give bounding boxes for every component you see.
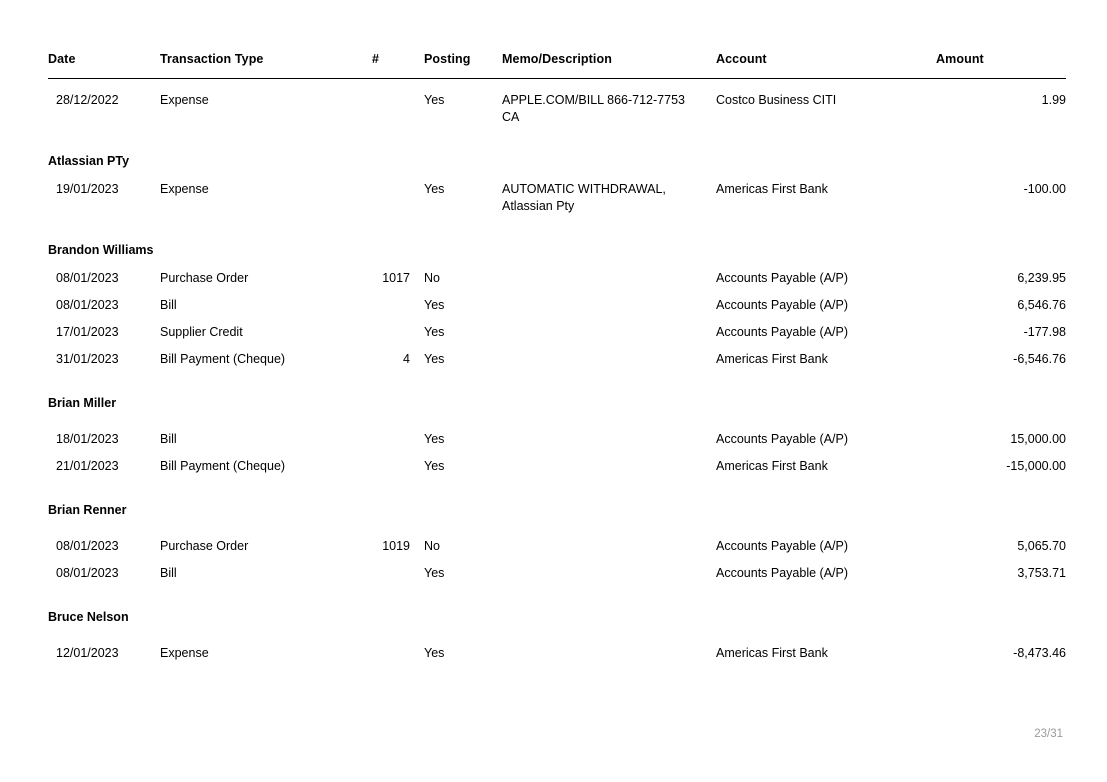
report-body [48, 52, 1066, 667]
cell-memo [502, 319, 716, 346]
cell-amount: 1.99 [1041, 93, 1066, 107]
cell-account: Accounts Payable (A/P) [716, 271, 849, 285]
cell-amount: -177.98 [1023, 325, 1066, 339]
table-row[interactable] [48, 292, 1066, 319]
cell-date: 12/01/2023 [56, 646, 119, 660]
cell-posting: Yes [424, 352, 445, 366]
group-name: Brandon Williams [48, 243, 154, 257]
cell-memo [502, 426, 716, 453]
cell-amount: -8,473.46 [1013, 646, 1066, 660]
cell-transaction-type: Expense [160, 646, 209, 660]
table-row[interactable] [48, 560, 1066, 587]
cell-memo [502, 560, 716, 587]
cell-date: 28/12/2022 [56, 93, 119, 107]
memo-line-2: Atlassian Pty [502, 199, 575, 213]
cell-amount: 6,239.95 [1017, 271, 1066, 285]
group-name: Atlassian PTy [48, 154, 130, 168]
cell-account: Accounts Payable (A/P) [716, 539, 849, 553]
cell-amount: -15,000.00 [1006, 459, 1066, 473]
cell-transaction-type: Expense [160, 182, 209, 196]
table-row[interactable] [48, 176, 1066, 220]
cell-transaction-type: Bill [160, 566, 177, 580]
cell-amount: 3,753.71 [1017, 566, 1066, 580]
cell-number [372, 640, 424, 667]
cell-memo [502, 292, 716, 319]
cell-date: 08/01/2023 [56, 298, 119, 312]
cell-transaction-type: Bill [160, 298, 177, 312]
cell-date: 08/01/2023 [56, 271, 119, 285]
transactions-table [48, 52, 1066, 667]
table-row[interactable] [48, 640, 1066, 667]
column-header-memo: Memo/Description [502, 52, 716, 79]
table-body [48, 79, 1066, 668]
cell-number [372, 87, 424, 131]
page-right-margin [1101, 0, 1107, 782]
group-header-row [48, 373, 1066, 418]
spacer [48, 418, 1066, 426]
cell-transaction-type: Purchase Order [160, 539, 249, 553]
column-header-date: Date [48, 52, 160, 79]
cell-number [372, 176, 424, 220]
cell-posting: Yes [424, 432, 445, 446]
spacer [48, 79, 1066, 88]
cell-amount: 5,065.70 [1017, 539, 1066, 553]
cell-memo [502, 533, 716, 560]
group-name: Brian Renner [48, 503, 127, 517]
cell-account: Accounts Payable (A/P) [716, 298, 849, 312]
column-header-posting: Posting [424, 52, 502, 79]
cell-posting: No [424, 271, 440, 285]
cell-date: 19/01/2023 [56, 182, 119, 196]
memo-line-1: AUTOMATIC WITHDRAWAL, [502, 182, 666, 196]
table-row[interactable] [48, 265, 1066, 292]
cell-date: 21/01/2023 [56, 459, 119, 473]
column-header-amount: Amount [936, 52, 1066, 79]
cell-posting: Yes [424, 646, 445, 660]
cell-account: Americas First Bank [716, 182, 828, 196]
cell-posting: Yes [424, 182, 445, 196]
cell-date: 17/01/2023 [56, 325, 119, 339]
group-name: Bruce Nelson [48, 610, 129, 624]
table-header [48, 52, 1066, 79]
table-row[interactable] [48, 346, 1066, 373]
column-header-number: # [372, 52, 424, 79]
cell-date: 18/01/2023 [56, 432, 119, 446]
cell-date: 08/01/2023 [56, 539, 119, 553]
cell-transaction-type: Bill [160, 432, 177, 446]
cell-memo [502, 87, 716, 131]
cell-transaction-type: Bill Payment (Cheque) [160, 459, 286, 473]
table-row[interactable] [48, 87, 1066, 131]
cell-memo [502, 640, 716, 667]
column-header-transaction-type: Transaction Type [160, 52, 372, 79]
table-row[interactable] [48, 426, 1066, 453]
cell-number: 1017 [382, 271, 410, 285]
cell-account: Accounts Payable (A/P) [716, 566, 849, 580]
group-name: Brian Miller [48, 396, 117, 410]
cell-number [372, 426, 424, 453]
cell-memo [502, 176, 716, 220]
group-header-row [48, 587, 1066, 632]
cell-number: 4 [403, 352, 410, 366]
cell-account: Accounts Payable (A/P) [716, 432, 849, 446]
memo-line-2: CA [502, 110, 520, 124]
cell-amount: -6,546.76 [1013, 352, 1066, 366]
page-indicator: 23/31 [1034, 728, 1063, 740]
cell-amount: 6,546.76 [1017, 298, 1066, 312]
cell-posting: Yes [424, 325, 445, 339]
cell-number: 1019 [382, 539, 410, 553]
cell-posting: Yes [424, 298, 445, 312]
cell-account: Costco Business CITI [716, 93, 837, 107]
cell-account: Accounts Payable (A/P) [716, 325, 849, 339]
cell-transaction-type: Supplier Credit [160, 325, 243, 339]
memo-line-1: APPLE.COM/BILL 866-712-7753 [502, 93, 685, 107]
cell-transaction-type: Bill Payment (Cheque) [160, 352, 286, 366]
cell-amount: -100.00 [1023, 182, 1066, 196]
group-header-row [48, 220, 1066, 265]
cell-posting: Yes [424, 459, 445, 473]
group-header-row [48, 480, 1066, 525]
table-row[interactable] [48, 533, 1066, 560]
cell-account: Americas First Bank [716, 646, 828, 660]
cell-memo [502, 453, 716, 480]
group-header-row [48, 131, 1066, 176]
cell-memo [502, 346, 716, 373]
table-row[interactable] [48, 453, 1066, 480]
cell-account: Americas First Bank [716, 352, 828, 366]
cell-transaction-type: Expense [160, 93, 209, 107]
cell-number [372, 292, 424, 319]
cell-date: 08/01/2023 [56, 566, 119, 580]
cell-memo [502, 265, 716, 292]
cell-account: Americas First Bank [716, 459, 828, 473]
table-row[interactable] [48, 319, 1066, 346]
cell-posting: Yes [424, 93, 445, 107]
cell-number [372, 453, 424, 480]
cell-posting: No [424, 539, 440, 553]
cell-posting: Yes [424, 566, 445, 580]
column-header-account: Account [716, 52, 936, 79]
cell-date: 31/01/2023 [56, 352, 119, 366]
spacer [48, 525, 1066, 533]
cell-number [372, 560, 424, 587]
spacer [48, 632, 1066, 640]
cell-amount: 15,000.00 [1010, 432, 1066, 446]
cell-transaction-type: Purchase Order [160, 271, 249, 285]
cell-number [372, 319, 424, 346]
